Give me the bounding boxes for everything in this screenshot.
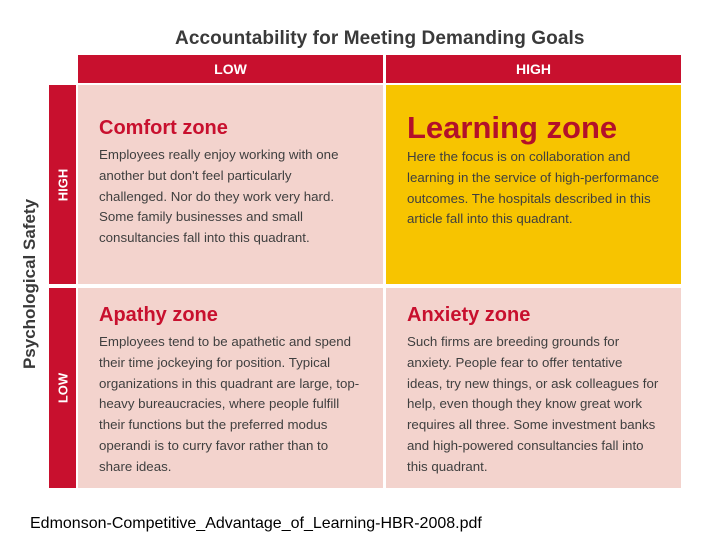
quadrant-text: Such firms are breeding grounds for anxiety. People fear to offer tentative ideas, try new things, or ask colleagues for help, even though they know great work requires all three. Some investment banks and high-powered consultancies fall into this quadrant. <box>407 334 659 474</box>
source-caption: Edmonson-Competitive_Advantage_of_Learning-HBR-2008.pdf <box>30 515 482 532</box>
row-header-high-label: HIGH <box>55 168 70 201</box>
quadrant-title: Anxiety zone <box>407 304 531 326</box>
quadrant-text: Here the focus is on collaboration and learning in the service of high-performance outcomes. The hospitals described in this article fall into this quadrant. <box>407 149 660 227</box>
row-header-low <box>49 288 76 488</box>
y-axis-label: Psychological Safety <box>20 198 39 370</box>
row-header-low-label: LOW <box>55 372 70 404</box>
quadrant-comfort-zone <box>78 85 383 284</box>
chart-title: Accountability for Meeting Demanding Goals <box>175 28 585 49</box>
column-header-low: LOW <box>78 55 383 83</box>
quadrant-anxiety-zone <box>386 288 681 488</box>
quadrant-text: Employees tend to be apathetic and spend their time jockeying for position. Typical organizations in this quadrant are large, top-heavy bureaucracies, where people fulfill their functions but the preferred modus operandi is to curry favor rather than to share ideas. <box>99 334 360 474</box>
quadrant-text: Employees really enjoy working with one another but don't feel particularly challenged. Nor do they work very hard. Some family businesses and small consultancies fall into this quadrant. <box>99 147 339 246</box>
column-header-high: HIGH <box>386 55 681 83</box>
row-header-high <box>49 85 76 284</box>
quadrant-learning-zone <box>386 85 681 284</box>
quadrant-title: Apathy zone <box>99 304 218 326</box>
quadrant-apathy-zone <box>78 288 383 488</box>
quadrant-title: Learning zone <box>407 110 618 145</box>
quadrant-title: Comfort zone <box>99 117 228 139</box>
